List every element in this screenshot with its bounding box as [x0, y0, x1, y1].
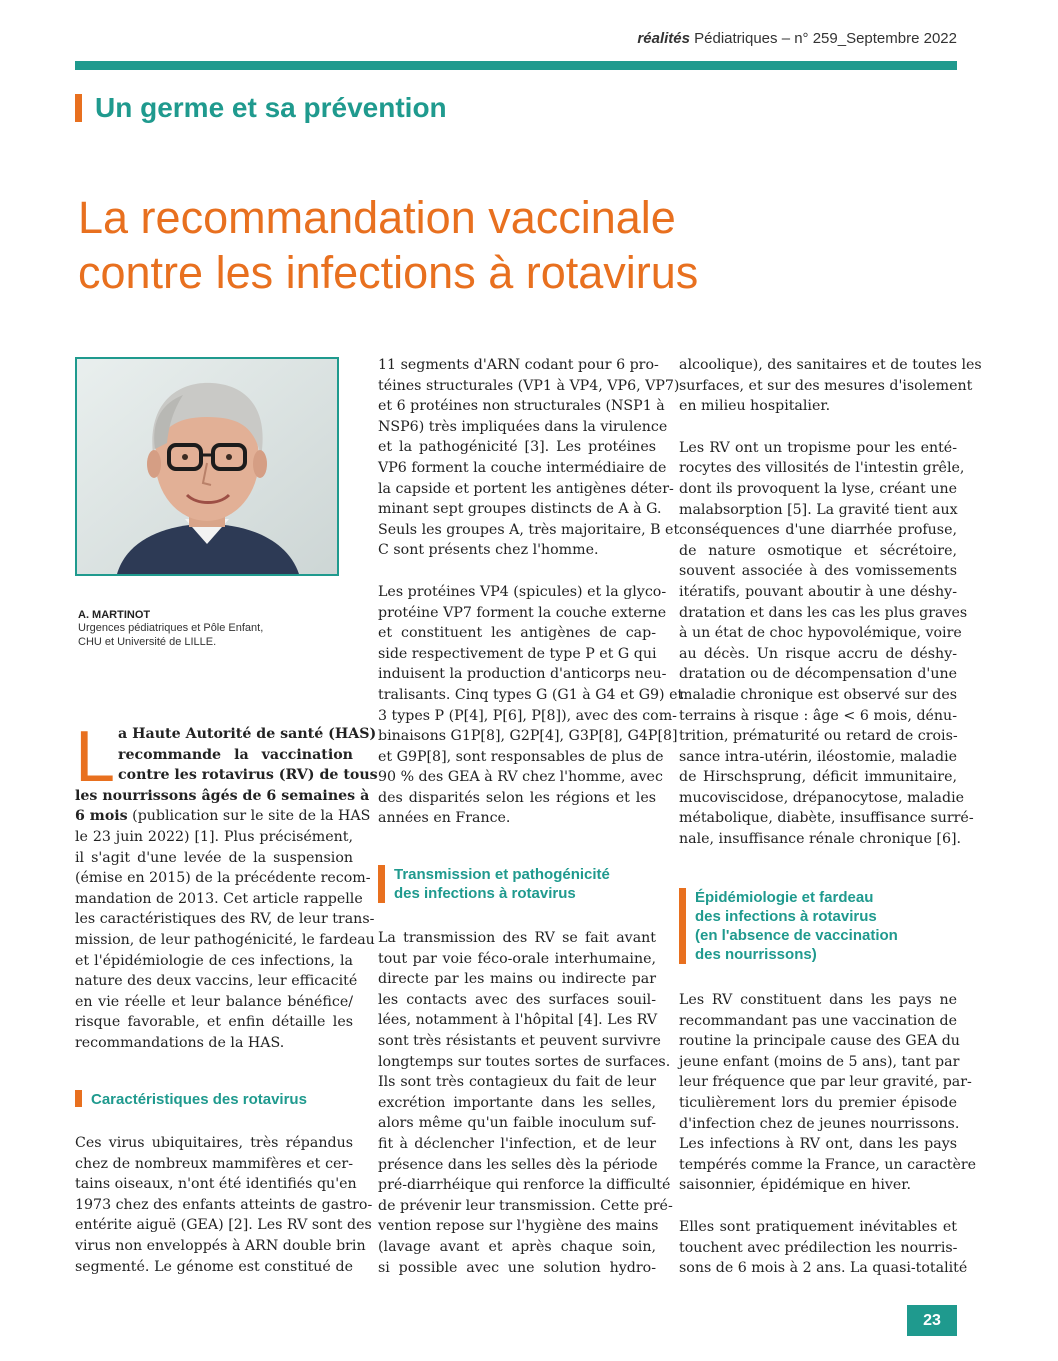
column-2-body: [378, 928, 673, 1299]
text-line: 90 % des GEA à RV chez l'homme, avec: [378, 769, 663, 786]
text-line: recommandations de la HAS.: [75, 1034, 285, 1051]
text-line: et constituent les antigènes de cap-: [378, 625, 656, 642]
column-2: [378, 355, 684, 850]
text-line: nature des deux vaccins, leur efficacité: [75, 973, 358, 990]
author-affiliation: Urgences pédiatriques et Pôle Enfant,: [78, 622, 264, 634]
issue-info: Pédiatriques – n° 259_Septembre 2022: [689, 30, 957, 47]
column-3-sub: [679, 888, 957, 964]
header-rule: [75, 61, 957, 70]
text-line: des disparités selon les régions et les: [378, 789, 656, 806]
text-line: les contacts avec des surfaces souil-: [378, 991, 656, 1008]
text-line: ticulièrement lors du premier épisode: [679, 1094, 957, 1111]
author-portrait-image: [77, 359, 337, 574]
subheading-marker: [75, 1090, 82, 1107]
author-photo: [75, 357, 339, 576]
text-line: Les RV constituent dans les pays ne: [679, 992, 957, 1008]
text-line: excrétion importante dans les selles,: [378, 1094, 656, 1111]
text-line: en vie réelle et leur balance bénéfice/: [75, 993, 353, 1010]
subheading-marker: [378, 865, 385, 903]
text-line: à un état de choc hypovolémique, voire: [679, 625, 962, 642]
text-line: Ces virus ubiquitaires, très répandus: [75, 1135, 353, 1151]
subheading-line: Épidémiologie et fardeau: [695, 889, 874, 906]
text-line: (lavage avant et après chaque soin,: [378, 1238, 656, 1255]
text-line: protéine VP7 forment la couche externe: [378, 604, 667, 621]
text-line: alors même qu'un faible inoculum suf-: [378, 1115, 656, 1132]
page-number: 23: [907, 1305, 957, 1336]
text-line: souvent associée à des vomissements: [679, 563, 957, 580]
text-line: Ils sont très contagieux du fait de leur: [378, 1074, 656, 1091]
subheading-line: (en l'absence de vaccination: [695, 927, 898, 944]
column-3-body: [679, 990, 977, 1300]
text-line: La transmission des RV se fait avant: [378, 930, 656, 946]
subheading-text: [695, 888, 898, 964]
text-line: binaisons G1P[8], G2P[4], G3P[8], G4P[8]: [378, 728, 678, 745]
author-block: [78, 609, 348, 649]
text-line: métabolique, diabète, insuffisance surré-: [679, 810, 974, 827]
text-line: mandation de 2013. Cet article rappelle: [75, 890, 363, 907]
text-line: Les protéines VP4 (spicules) et la glyco-: [378, 583, 667, 600]
text-line: dratation et dans les cas les plus graves: [679, 604, 968, 621]
column-2-sub: [378, 865, 656, 903]
text-line: nale, insuffisance rénale chronique [6].: [679, 831, 962, 848]
running-header: [600, 30, 957, 47]
subheading: [75, 1090, 353, 1109]
text-line: minant sept groupes distincts de A à G.: [378, 501, 662, 518]
paragraph: [679, 438, 974, 850]
text-line: longtemps sur toutes sortes de surfaces.: [378, 1053, 671, 1070]
journal-brand: réalités: [637, 30, 690, 47]
title-line: La recommandation vaccinale: [78, 192, 676, 243]
text-line: itératifs, pouvant aboutir à une déshy-: [679, 583, 957, 600]
drop-cap: L: [75, 717, 116, 797]
text-line: VP6 forment la couche intermédiaire de: [378, 459, 667, 476]
text-line: années en France.: [378, 810, 511, 827]
lead-bold-text: 6 mois: [75, 808, 128, 825]
text-line: au décès. Un risque accru de déshy-: [679, 645, 957, 662]
text-line: et la pathogénicité [3]. Les protéines: [378, 439, 656, 456]
text-line: side respectivement de type P et G qui: [378, 645, 657, 662]
paragraph: [378, 582, 684, 829]
text-line: et l'épidémiologie de ces infections, la: [75, 952, 353, 969]
text-line: routine la principale cause des GEA du: [679, 1033, 960, 1050]
paragraph: [679, 990, 977, 1196]
subheading-line: des infections à rotavirus: [394, 885, 576, 902]
paragraph: [75, 1133, 373, 1277]
column-1-sub: [75, 1090, 353, 1109]
paragraph: [679, 1217, 968, 1279]
text-line: Elles sont pratiquement inévitables et: [679, 1218, 957, 1235]
author-name: A. MARTINOT: [78, 609, 151, 621]
text-line: fit à déclencher l'infection, et de leur: [378, 1135, 656, 1152]
text-line: directe par les mains ou indirecte par: [378, 971, 656, 988]
text-line: touchent avec prédilection les nourris-: [679, 1239, 958, 1256]
text-line: a Haute Autorité de santé (HAS): [118, 726, 377, 742]
text-line: en milieu hospitalier.: [679, 398, 831, 415]
text-line: 11 segments d'ARN codant pour 6 pro-: [378, 357, 659, 373]
text-line: sance intra-utérin, iléostomie, maladie: [679, 748, 957, 765]
title-line: contre les infections à rotavirus: [78, 247, 699, 298]
subheading-line: des nourrissons): [695, 946, 817, 963]
text-line: C sont présents chez l'homme.: [378, 542, 599, 559]
text-line: virus non enveloppés à ARN double brin: [75, 1237, 366, 1254]
column-3: [679, 355, 982, 871]
text-line: si possible avec une solution hydro-: [378, 1259, 656, 1276]
text-line: jeune enfant (moins de 5 ans), tant par: [679, 1053, 960, 1070]
text-line: 3 types P (P[4], P[6], P[8]), avec des com-: [378, 707, 677, 724]
text-line: tralisants. Cinq types G (G1 à G4 et G9) et: [378, 686, 684, 703]
text-line: alcoolique), des sanitaires et de toutes les: [679, 357, 982, 373]
text-line: Les RV ont un tropisme pour les enté-: [679, 439, 957, 456]
text-line: dont ils provoquent la lyse, créant une: [679, 480, 957, 497]
paragraph: [378, 355, 680, 561]
text-line: Les infections à RV ont, dans les pays: [679, 1136, 957, 1153]
text-line: rocytes des villosités de l'intestin grêle,: [679, 460, 965, 477]
text-line: vention repose sur l'hygiène des mains: [378, 1218, 659, 1235]
text-line: téines structurales (VP1 à VP4, VP6, VP7): [378, 377, 680, 394]
subheading-line: Transmission et pathogénicité: [394, 866, 610, 883]
text-line: Seuls les groupes A, très majoritaire, B et: [378, 521, 680, 538]
column-1: [75, 717, 378, 1075]
text-line: surfaces, et sur des mesures d'isolement: [679, 377, 973, 394]
text-line: sont très résistants et peuvent survivre: [378, 1032, 661, 1049]
text-line: segmenté. Le génome est constitué de: [75, 1258, 353, 1275]
text-line: trition, prématurité ou retard de crois-: [679, 728, 958, 745]
text-line: terrains à risque : âge < 6 mois, dénu-: [679, 707, 957, 724]
text-line: il s'agit d'une levée de la suspension: [75, 849, 353, 866]
text-line: entérite aiguë (GEA) [2]. Les RV sont des: [75, 1217, 372, 1234]
text-line: mucoviscidose, drépanocytose, maladie: [679, 789, 965, 806]
text-line: lées, notamment à l'hôpital [4]. Les RV: [378, 1012, 658, 1029]
text-line: mission, de leur pathogénicité, le fardeau: [75, 931, 375, 948]
text-line: tout par voie féco-orale interhumaine,: [378, 950, 656, 967]
author-affiliation: CHU et Université de LILLE.: [78, 636, 217, 648]
text-line: NSP6) très impliquées dans la virulence: [378, 418, 668, 435]
text-line: de prévenir leur transmission. Cette pré-: [378, 1197, 673, 1214]
subheading: [679, 888, 957, 964]
text-line: la capside et portent les antigènes déter-: [378, 480, 674, 497]
text-line: d'infection chez de jeunes nourrissons.: [679, 1115, 960, 1132]
text-line: leur fréquence que par leur gravité, par-: [679, 1074, 972, 1091]
text-line: contre les rotavirus (RV) de tous: [118, 767, 378, 784]
text-line: les caractéristiques des RV, de leur trans-: [75, 911, 375, 928]
text-line: saisonnier, épidémique en hiver.: [679, 1177, 912, 1194]
text-line: 1973 chez des enfants atteints de gastro-: [75, 1196, 373, 1213]
text-line: les nourrissons âgés de 6 semaines à: [75, 787, 370, 804]
subheading-text: Caractéristiques des rotavirus: [91, 1091, 307, 1108]
text-line: sons de 6 mois à 2 ans. La quasi-totalité: [679, 1260, 968, 1277]
text-line: et G9P[8], sont responsables de plus de: [378, 748, 664, 765]
text-line: tains oiseaux, n'ont été identifiés qu'en: [75, 1176, 357, 1193]
text-line: (émise en 2015) de la précédente recom-: [75, 870, 371, 887]
text-line: recommande la vaccination: [118, 746, 353, 763]
text-line: risque favorable, et enfin détaille les: [75, 1014, 353, 1031]
text-line: de Hirschsprung, déficit immunitaire,: [679, 769, 957, 786]
text-line: le 23 juin 2022) [1]. Plus précisément,: [75, 828, 353, 845]
section-marker: [75, 94, 82, 122]
subheading: [378, 865, 656, 903]
text-line: tempérés comme la France, un caractère: [679, 1156, 977, 1173]
text-line: pré-diarrhéique qui renforce la difficulté: [378, 1177, 671, 1194]
subheading-text: [394, 865, 610, 903]
article-title: [78, 190, 958, 300]
subheading-line: des infections à rotavirus: [695, 908, 877, 925]
text-line: de nature osmotique et sécrétoire,: [679, 542, 957, 559]
intro-paragraph: [75, 717, 378, 1054]
text-line: et 6 protéines non structurales (NSP1 à: [378, 398, 665, 415]
text-line: conséquences d'une diarrhée profuse,: [679, 522, 957, 539]
paragraph: [679, 355, 982, 417]
column-1-body: [75, 1133, 373, 1298]
text-line: présence dans les selles dès la période: [378, 1156, 658, 1173]
text-line: dratation ou de décompensation d'une: [679, 666, 957, 683]
text-line: 6 mois (publication sur le site de la HAS: [75, 808, 371, 825]
text-line: recommandant pas une vaccination de: [679, 1012, 957, 1029]
text-line: maladie chronique est observé sur des: [679, 686, 958, 703]
section-heading: [75, 90, 447, 126]
subheading-marker: [679, 888, 686, 964]
paragraph: [378, 928, 673, 1278]
text-line: malabsorption [5]. La gravité tient aux: [679, 501, 958, 518]
section-title: Un germe et sa prévention: [95, 92, 447, 123]
text-line: induisent la production d'anticorps neu-: [378, 666, 667, 683]
text-line: chez de nombreux mammifères et cer-: [75, 1155, 353, 1172]
